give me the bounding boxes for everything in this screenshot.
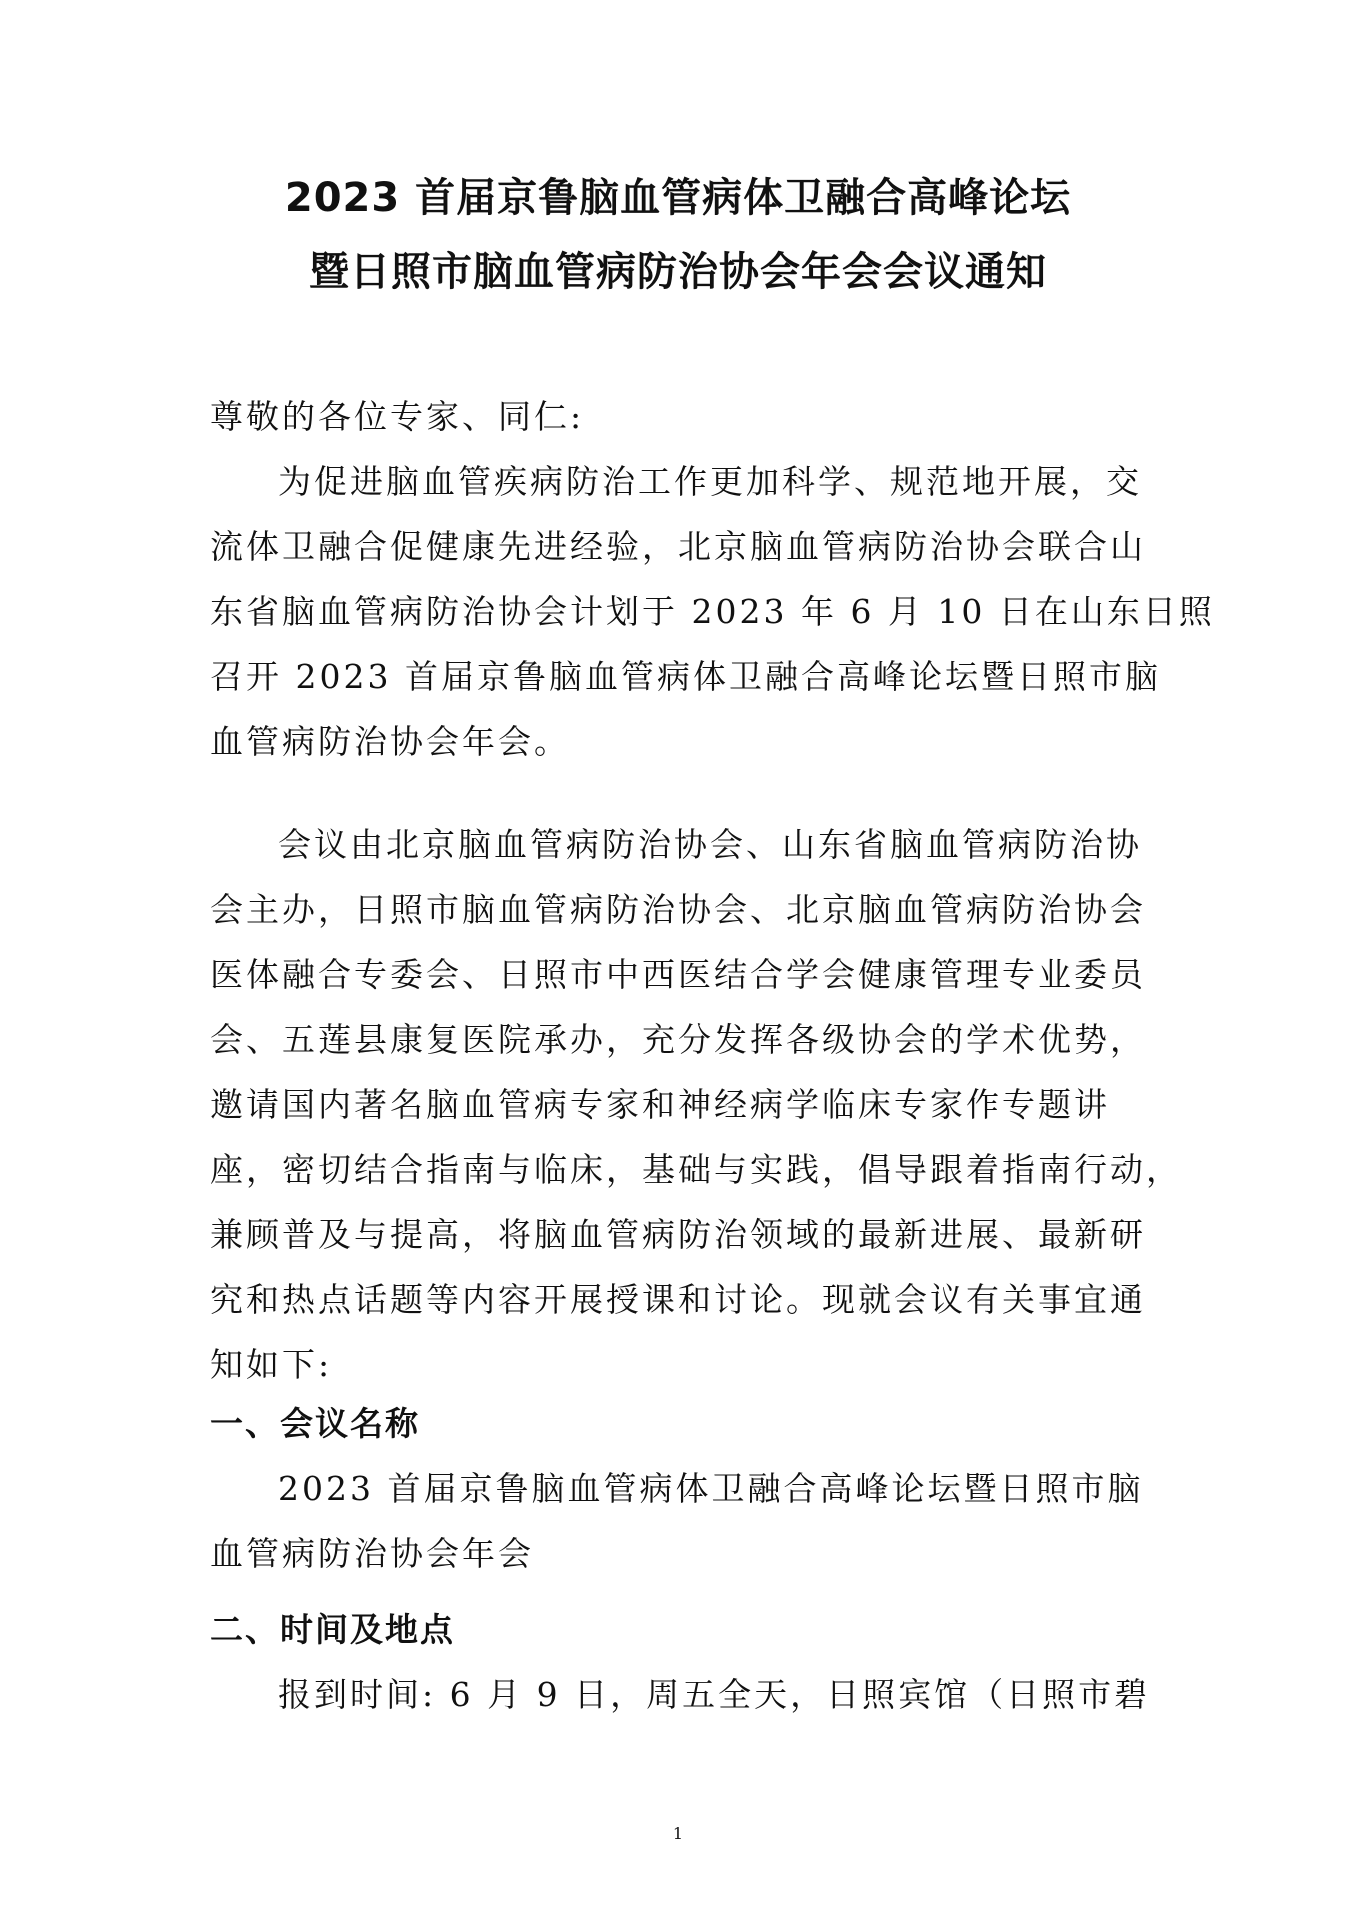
paragraph-2-line: 座，密切结合指南与临床，基础与实践，倡导跟着指南行动， — [210, 1150, 1182, 1189]
document-title-line-1: 2023 首届京鲁脑血管病体卫融合高峰论坛 — [284, 175, 1072, 221]
page-number: 1 — [672, 1824, 684, 1843]
section-2-line: 报到时间: 6 月 9 日，周五全天，日照宾馆（日照市碧 — [278, 1675, 1151, 1714]
section-1-line: 血管病防治协会年会 — [210, 1534, 534, 1573]
paragraph-2-line: 医体融合专委会、日照市中西医结合学会健康管理专业委员 — [210, 955, 1146, 994]
paragraph-2-line: 邀请国内著名脑血管病专家和神经病学临床专家作专题讲 — [210, 1085, 1110, 1124]
paragraph-2-line: 会议由北京脑血管病防治协会、山东省脑血管病防治协 — [278, 825, 1142, 864]
paragraph-1-line: 召开 2023 首届京鲁脑血管病体卫融合高峰论坛暨日照市脑 — [210, 657, 1161, 696]
paragraph-1-line: 东省脑血管病防治协会计划于 2023 年 6 月 10 日在山东日照 — [210, 592, 1215, 631]
paragraph-1-line: 流体卫融合促健康先进经验，北京脑血管病防治协会联合山 — [210, 527, 1146, 566]
paragraph-2-line: 知如下: — [210, 1345, 333, 1384]
paragraph-2-line: 会主办，日照市脑血管病防治协会、北京脑血管病防治协会 — [210, 890, 1146, 929]
document-title-line-2: 暨日照市脑血管病防治协会年会会议通知 — [309, 249, 1047, 295]
section-1-line: 2023 首届京鲁脑血管病体卫融合高峰论坛暨日照市脑 — [278, 1469, 1144, 1508]
paragraph-1-line: 血管病防治协会年会。 — [210, 722, 570, 761]
salutation: 尊敬的各位专家、同仁: — [210, 397, 585, 436]
section-2-heading: 二、时间及地点 — [210, 1610, 455, 1649]
section-1-heading: 一、会议名称 — [210, 1404, 420, 1443]
paragraph-2-line: 究和热点话题等内容开展授课和讨论。现就会议有关事宜通 — [210, 1280, 1146, 1319]
paragraph-2-line: 兼顾普及与提高，将脑血管病防治领域的最新进展、最新研 — [210, 1215, 1146, 1254]
paragraph-2-line: 会、五莲县康复医院承办，充分发挥各级协会的学术优势， — [210, 1020, 1146, 1059]
paragraph-1-line: 为促进脑血管疾病防治工作更加科学、规范地开展，交 — [278, 462, 1142, 501]
